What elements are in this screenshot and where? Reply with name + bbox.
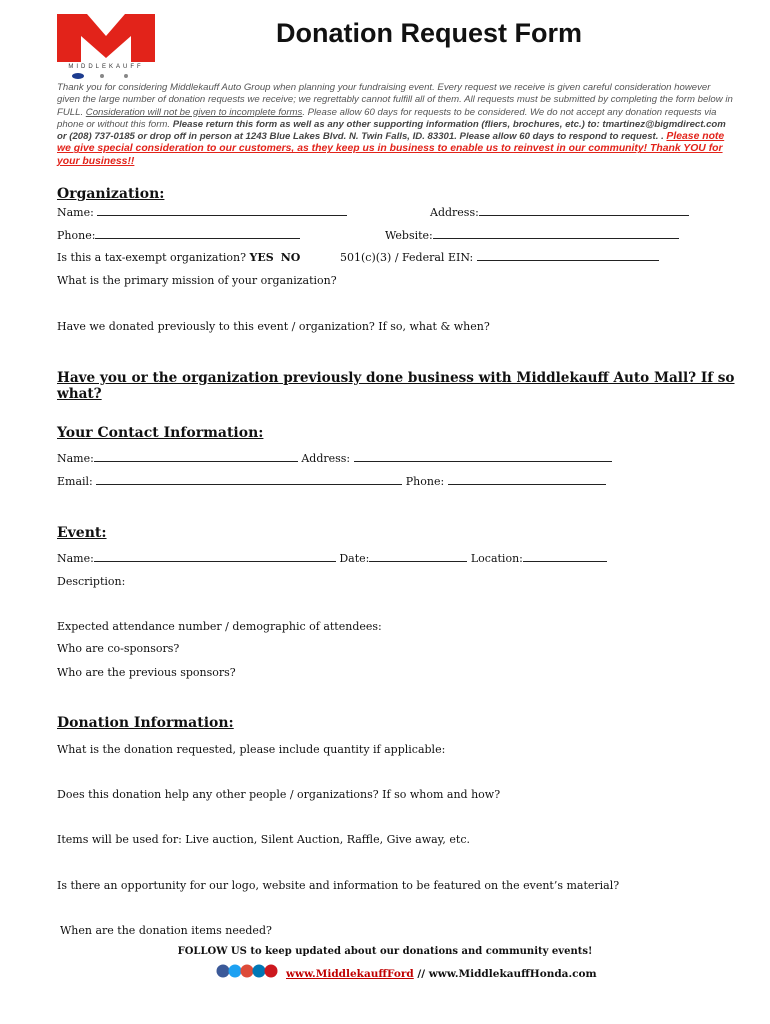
- contact-phone-label: Phone:: [405, 475, 445, 488]
- contact-phone-field[interactable]: [448, 475, 606, 485]
- social-icons: [216, 964, 280, 978]
- org-phone-label: Phone:: [57, 229, 96, 242]
- org-phone-field[interactable]: [95, 229, 300, 239]
- contact-name-field[interactable]: [94, 452, 298, 462]
- contact-name-row: [57, 452, 612, 465]
- org-name-row: [57, 206, 347, 219]
- org-name-field[interactable]: [97, 206, 347, 216]
- event-heading: Event:: [57, 525, 107, 541]
- intro-text-1: Thank you for considering Middlekauff Auto Group when planning your fundraising event. Every request we receive is given careful consideration however given the large number of donation requests we receive; we regrettably cannot fulfill all of them. All requests must be submitted by completing the form below in FULL.: [57, 82, 733, 118]
- tax-yes-option[interactable]: YES: [249, 251, 274, 264]
- tax-exempt-label: Is this a tax-exempt organization?: [57, 251, 247, 264]
- org-website-field[interactable]: [433, 229, 679, 239]
- logo-wordmark: MIDDLEKAUFF: [68, 64, 144, 70]
- tax-exempt-row: [57, 251, 300, 264]
- intro-text-2: . Please allow 60 days for requests to be considered. We do not accept any donation requests via phone or without this form.: [57, 106, 717, 130]
- event-date-field[interactable]: [369, 552, 467, 562]
- ein-field[interactable]: [477, 251, 659, 261]
- intro-paragraph: [57, 82, 733, 168]
- donation-help-label: Does this donation help any other people / organizations? If so whom and how?: [57, 788, 501, 801]
- contact-address-label: Address:: [301, 452, 351, 465]
- contact-email-row: [57, 475, 606, 488]
- mission-label: What is the primary mission of your organization?: [57, 274, 337, 287]
- page-title: Donation Request Form: [276, 18, 583, 48]
- org-address-label: Address:: [430, 206, 479, 219]
- link-separator: //: [413, 968, 429, 980]
- brand-icons: [70, 72, 142, 80]
- event-location-field[interactable]: [523, 552, 607, 562]
- contact-name-label: Name:: [57, 452, 94, 465]
- business-question-heading: Have you or the organization previously done business with Middlekauff Auto Mall? If so what?: [57, 370, 735, 402]
- event-previous-sponsors-label: Who are the previous sponsors?: [57, 666, 236, 679]
- donation-heading: Donation Information:: [57, 715, 234, 731]
- follow-us-text: FOLLOW US to keep updated about our donations and community events!: [177, 946, 593, 957]
- org-phone-row: [57, 229, 300, 242]
- event-name-row: [57, 552, 607, 565]
- donated-previously-label: Have we donated previously to this event / organization? If so, what & when?: [57, 320, 490, 333]
- dealer-icon: [124, 74, 128, 78]
- tax-no-option[interactable]: NO: [280, 251, 301, 264]
- event-name-field[interactable]: [94, 552, 336, 562]
- ford-icon: [72, 73, 84, 79]
- org-name-label: Name:: [57, 206, 94, 219]
- event-location-label: Location:: [470, 552, 523, 565]
- footer-links: [286, 968, 597, 980]
- event-name-label: Name:: [57, 552, 94, 565]
- middlekauff-logo: [57, 14, 155, 62]
- ford-link[interactable]: www.MiddlekauffFord: [286, 968, 414, 980]
- org-address-field[interactable]: [479, 206, 689, 216]
- event-description-label: Description:: [57, 575, 126, 588]
- intro-emphasis: Please return this form as well as any other supporting information (fliers, brochures, etc.) to: tmartinez@bigmdirect.com or (208) 737-0185 or drop off in person at 1243 Blue Lakes Blvd. N. Twin Falls, ID. 83301. Please allow 60 days to respond to request. .: [57, 118, 726, 143]
- linkedin-icon: [253, 965, 266, 978]
- intro-red-note: Please note we give special consideration to our customers, as they keep us in business to enable us to reinvest in our community! Thank YOU for your business!!: [57, 131, 725, 167]
- contact-email-field[interactable]: [96, 475, 402, 485]
- youtube-icon: [265, 965, 278, 978]
- event-cosponsors-label: Who are co-sponsors?: [57, 642, 180, 655]
- twitter-icon: [229, 965, 242, 978]
- donation-logo-label: Is there an opportunity for our logo, website and information to be featured on the event’s material?: [57, 879, 620, 892]
- facebook-icon: [217, 965, 230, 978]
- ein-row: [340, 251, 659, 264]
- org-website-row: [385, 229, 679, 242]
- organization-heading: Organization:: [57, 186, 165, 202]
- google-plus-icon: [241, 965, 254, 978]
- ein-label: 501(c)(3) / Federal EIN:: [340, 251, 474, 264]
- event-attendance-label: Expected attendance number / demographic of attendees:: [57, 620, 382, 633]
- donation-requested-label: What is the donation requested, please include quantity if applicable:: [57, 743, 446, 756]
- contact-email-label: Email:: [57, 475, 93, 488]
- contact-address-field[interactable]: [354, 452, 612, 462]
- donation-when-label: When are the donation items needed?: [60, 924, 272, 937]
- org-website-label: Website:: [385, 229, 433, 242]
- intro-underlined: Consideration will not be given to incomplete forms: [85, 106, 303, 118]
- donation-items-label: Items will be used for: Live auction, Silent Auction, Raffle, Give away, etc.: [57, 833, 471, 846]
- honda-link[interactable]: www.MiddlekauffHonda.com: [428, 968, 597, 980]
- event-date-label: Date:: [339, 552, 370, 565]
- org-address-row: [430, 206, 689, 219]
- honda-icon: [100, 74, 104, 78]
- contact-heading: Your Contact Information:: [57, 425, 264, 441]
